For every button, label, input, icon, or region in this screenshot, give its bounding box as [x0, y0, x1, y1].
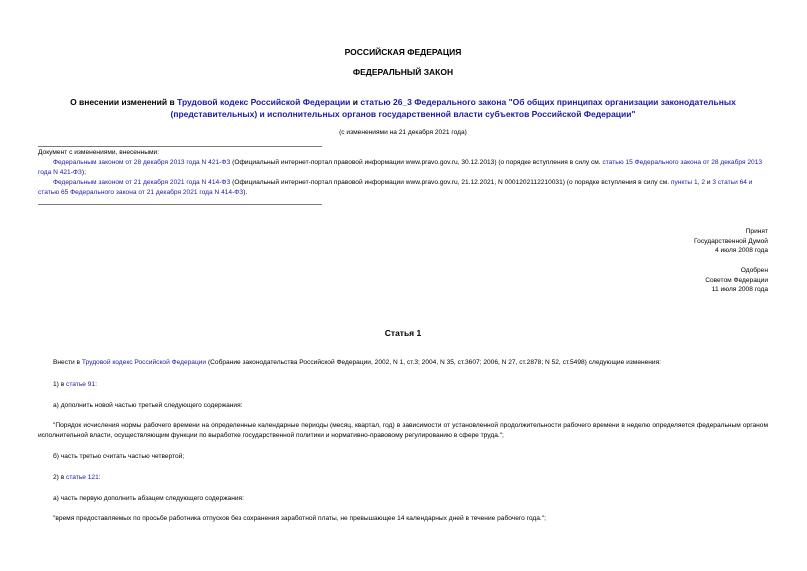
adoption-line-duma: Государственной Думой: [694, 237, 768, 245]
item-1-prefix: 1) в: [53, 381, 67, 388]
changes-top-rule: [38, 146, 322, 147]
revision-note: (с изменениями на 21 декабря 2021 года): [339, 129, 467, 136]
adoption-line-approved: Одобрен: [740, 267, 768, 274]
article-quote-2: "время предоставляемых по просьбе работника отпусков без сохранения заработной платы, не превышающее 14 календарных дней в течение рабочего года.";: [53, 515, 546, 522]
article-91-link[interactable]: статье 91: [66, 381, 96, 388]
article-item-2: [38, 473, 768, 483]
law-414-fz-link[interactable]: Федеральным законом от 21 декабря 2021 года N 414-ФЗ: [53, 179, 231, 186]
law-421-fz-link[interactable]: Федеральным законом от 28 декабря 2013 года N 421-ФЗ: [53, 159, 231, 166]
article-item-1a: а) дополнить новой частью третьей следующего содержания:: [53, 402, 243, 409]
changes-item-2-text: (Официальный интернет-портал правовой информации www.pravo.gov.ru, 21.12.2021, N 0001202112210031) (о порядке вступления в силу см.: [230, 179, 671, 186]
article-item-1b: б) часть третью считать частью четвертой;: [53, 453, 185, 460]
item-2-suffix: :: [98, 474, 101, 481]
adoption-duma: [694, 227, 768, 256]
article-quote-1: "Порядок исчисления нормы рабочего времени на определенные календарные периоды (месяц, квартал, год) в зависимости от установленной продолжительности рабочего времени в неделю определяется федеральным органом исполнительной власти, осуществляющим функции по выработке государственной политики и нормативно-правовому регулированию в сфере труда.";: [38, 422, 768, 439]
changes-item-2-end: ).: [243, 189, 248, 196]
changes-item-1-text: (Официальный интернет-портал правовой информации www.pravo.gov.ru, 30.12.2013) (о порядке вступления в силу см.: [230, 159, 603, 166]
title-prefix: О внесении изменений в: [70, 97, 178, 107]
article-15-link[interactable]: статью 15 Федерального закона от 28 декабря 2013 года N 421-ФЗ: [38, 159, 763, 176]
changes-item-1: [38, 158, 768, 178]
changes-item-1-end: );: [81, 169, 86, 176]
changes-item-2-sep1: ,: [697, 179, 702, 186]
country-heading: РОССИЙСКАЯ ФЕДЕРАЦИЯ: [344, 47, 462, 57]
labor-code-link[interactable]: Трудовой кодекс Российской Федерации: [81, 359, 207, 366]
title-link-labor-code[interactable]: Трудовой кодекс Российской Федерации: [177, 97, 351, 107]
article-121-link[interactable]: статье 121: [66, 474, 99, 481]
title-link-article-26-3[interactable]: статью 26_3 Федерального закона "Об общих принципах организации законодательных (представительных) и исполнительных органов государственной власти субъектов Российской Федерации": [170, 97, 736, 119]
items-1-link[interactable]: пункты 1: [670, 179, 698, 186]
law-title: [38, 97, 768, 120]
article-item-1: [38, 380, 768, 390]
item-2-prefix: 2) в: [53, 474, 67, 481]
adoption-council: [705, 266, 768, 295]
title-middle: и: [350, 97, 361, 107]
changes-bottom-rule: [38, 204, 322, 205]
changes-intro: Документ с изменениями, внесенными:: [38, 149, 160, 156]
adoption-line-adopted: Принят: [745, 228, 768, 235]
paragraph-intro-text: (Собрание законодательства Российской Федерации, 2002, N 1, ст.3; 2004, N 35, ст.3607; 2006, N 27, ст.2878; N 52, ст.5498) следующие изменения:: [206, 359, 662, 366]
adoption-line-council: Советом Федерации: [705, 276, 768, 284]
item-2-link[interactable]: 2: [701, 179, 705, 186]
adoption-line-council-date: 11 июля 2008 года: [711, 286, 768, 294]
article-item-2a: а) часть первую дополнить абзацем следующего содержания:: [53, 495, 244, 502]
item-1-suffix: :: [95, 381, 97, 388]
changes-item-2: [38, 178, 768, 198]
article-heading: Статья 1: [384, 328, 422, 338]
adoption-line-duma-date: 4 июля 2008 года: [714, 247, 768, 255]
changes-item-2-sep2: и: [705, 179, 713, 186]
paragraph-intro-prefix: Внести в: [53, 359, 82, 366]
article-64-65-link[interactable]: 3 статьи 64 и статью 65 Федерального закона от 21 декабря 2021 года N 414-ФЗ: [38, 179, 753, 196]
article-paragraph-intro: [38, 358, 768, 368]
doc-type-heading: ФЕДЕРАЛЬНЫЙ ЗАКОН: [352, 67, 454, 77]
